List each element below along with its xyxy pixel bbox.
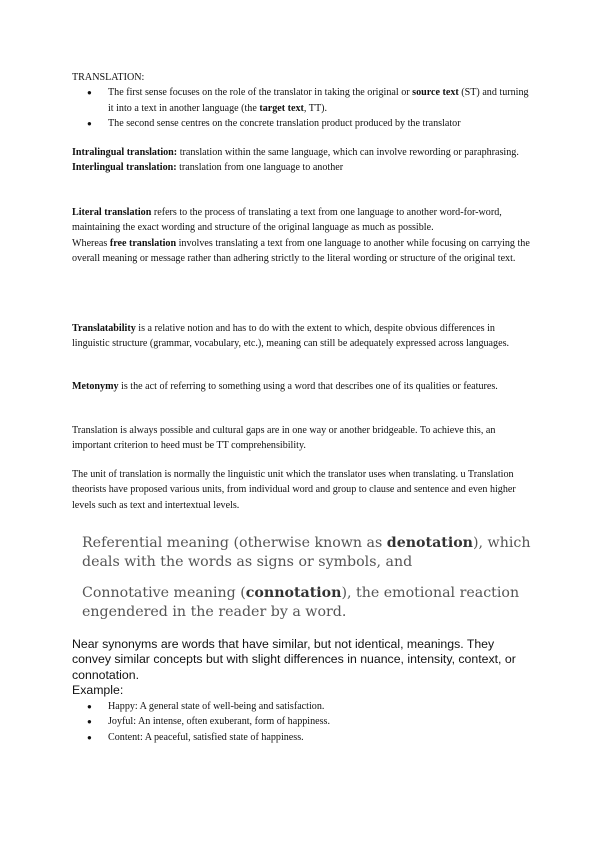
example-label: Example: (72, 683, 124, 698)
metonymy-definition (72, 379, 534, 394)
translation-section (72, 70, 534, 131)
free-definition (72, 236, 534, 267)
text-run: ), the emotional reaction engendered in the reader by a word. (82, 585, 520, 620)
interlingual-definition (72, 160, 534, 175)
translation-senses-list (72, 85, 534, 131)
possibility-paragraph: Translation is always possible and cultural gaps are in one way or another bridgeable. To achieve this, an important criterion to heed must be TT comprehensibility. (72, 425, 496, 452)
source-text-term: source text (412, 87, 459, 99)
synonym-examples-list (72, 699, 534, 746)
literal-term: Literal translation (72, 207, 152, 218)
text-run: is the act of referring to something using a word that describes one of its qualities or features. (118, 381, 498, 392)
text-run: , TT). (303, 102, 328, 114)
text-run: is a relative notion and has to do with the extent to which, despite obvious differences in linguistic structure (grammar, vocabulary, etc.), meaning can still be adequately expressed across languages. (72, 323, 510, 350)
translatability-section (72, 321, 534, 352)
list-item: ● Joyful: An intense, often exuberant, form of happiness. (72, 714, 534, 730)
text-run: (ST) and turning it into a text in another language (the (108, 87, 529, 114)
text-run: (otherwise known as (229, 535, 387, 551)
text-run: Referential meaning (82, 535, 229, 551)
referential-meaning-quote (82, 534, 532, 572)
translation-heading: TRANSLATION: (72, 72, 145, 83)
text-run: refers to the process of translating a text from one language to another word-for-word, maintaining the exact wording and structure of the original language as much as possible. (72, 207, 502, 234)
connotation-term: connotation (245, 585, 342, 601)
metonymy-section (72, 379, 534, 394)
metonymy-term: Metonymy (72, 381, 119, 392)
translatability-term: Translatability (72, 323, 136, 334)
free-term: free translation (109, 237, 177, 249)
near-synonyms-paragraph: Near synonyms are words that have similar, but not identical, meanings. They convey similar concepts but with slight differences in nuance, intensity, context, or connotation. (72, 637, 516, 682)
text-run: The first sense focuses on the role of the translator in taking the original or (108, 87, 413, 99)
intralingual-section (72, 145, 534, 176)
interlingual-term: Interlingual translation: (72, 162, 177, 174)
text-run: ( (235, 585, 246, 601)
text-run: translation from one language to another (176, 162, 344, 174)
text-run: Connotative meaning (82, 585, 236, 601)
connotative-meaning-quote (82, 584, 532, 622)
literal-definition (72, 205, 534, 236)
denotation-term: denotation (386, 535, 473, 551)
list-item: ● Happy: A general state of well-being and satisfaction. (72, 699, 534, 715)
first-sense-item (72, 85, 534, 116)
literal-free-section (72, 205, 534, 266)
text-run: involves translating a text from one language to another while focusing on carrying the overall meaning or message rather than adhering strictly to the literal wording or structure of the original text. (72, 237, 530, 264)
target-text-term: target text (259, 102, 304, 114)
second-sense-item: ● The second sense centres on the concrete translation product produced by the translator (72, 116, 534, 131)
text-run: Whereas (72, 237, 110, 249)
unit-section (72, 467, 534, 513)
intralingual-definition (72, 145, 534, 160)
translatability-definition (72, 321, 534, 352)
possibility-section (72, 423, 534, 454)
intralingual-term: Intralingual translation: (72, 147, 178, 158)
list-item: ● Content: A peaceful, satisfied state of happiness. (72, 730, 534, 746)
text-run: translation within the same language, which can involve rewording or paraphrasing. (177, 147, 519, 158)
near-synonyms-section (72, 637, 534, 745)
unit-paragraph: The unit of translation is normally the linguistic unit which the translator uses when translating. u Translation theorists have proposed various units, from individual word and group to clause and sentence and even higher levels such as text and intertextual levels. (72, 469, 516, 511)
text-run: ), which deals with the words as signs or symbols, and (82, 535, 531, 570)
